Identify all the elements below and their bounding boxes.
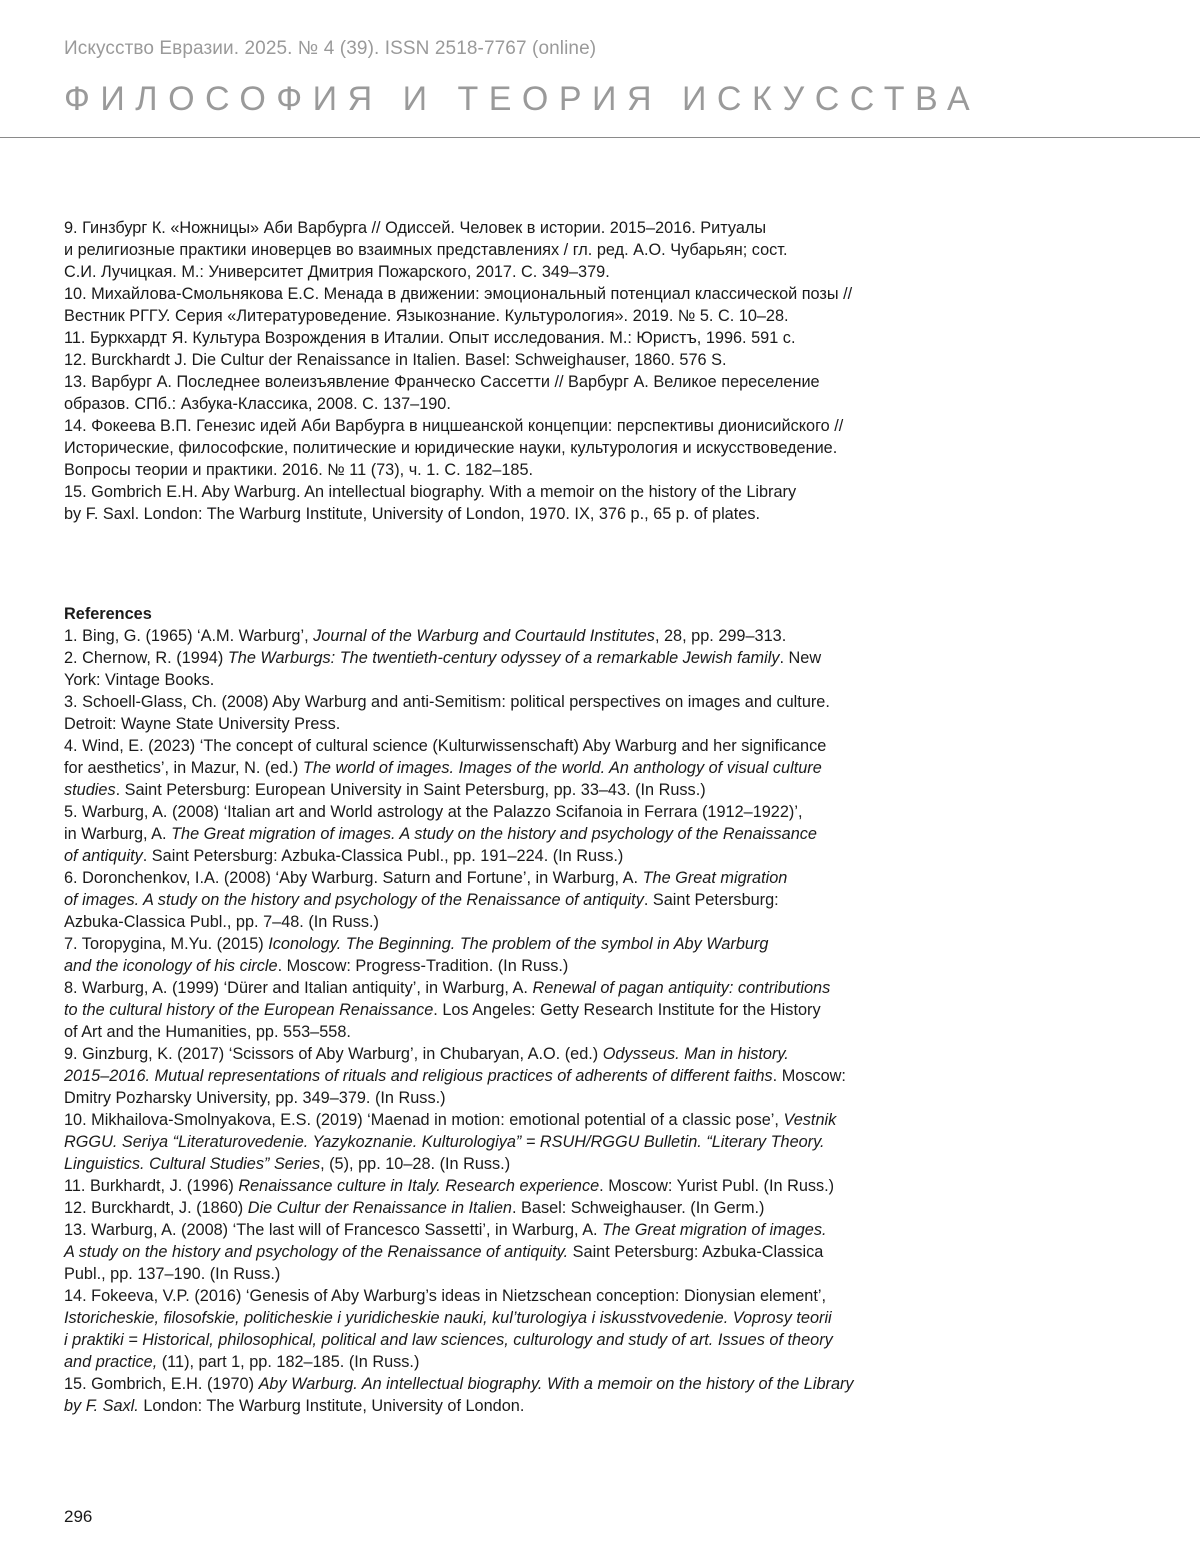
section-title: ФИЛОСОФИЯ И ТЕОРИЯ ИСКУССТВА: [64, 80, 981, 118]
reference-line: [64, 955, 1064, 977]
page-number: 296: [64, 1507, 93, 1526]
reference-text: 1. Bing, G. (1965) ‘A.M. Warburg’,: [64, 627, 314, 645]
reference-text: 12. Burckhardt, J. (1860): [64, 1199, 248, 1217]
reference-entry: [64, 1373, 1064, 1417]
reference-entry: [64, 1043, 1064, 1109]
reference-line: [64, 801, 1064, 823]
reference-line: [64, 823, 1064, 845]
reference-text: Publ., pp. 137–190. (In Russ.): [64, 1265, 281, 1283]
reference-line: [64, 867, 1064, 889]
reference-line: [64, 1109, 1064, 1131]
reference-line: [64, 735, 1064, 757]
reference-line: [64, 217, 1064, 239]
reference-text: York: Vintage Books.: [64, 671, 215, 689]
reference-line: [64, 1263, 1064, 1285]
reference-text: for aesthetics’, in Mazur, N. (ed.): [64, 759, 303, 777]
reference-entry: [64, 977, 1064, 1043]
reference-line: [64, 283, 1064, 305]
reference-text: Azbuka-Classica Publ., pp. 7–48. (In Russ.): [64, 913, 379, 931]
reference-line: [64, 1329, 1064, 1351]
reference-text: . Saint Petersburg: European University in Saint Petersburg, pp. 33–43. (In Russ.): [115, 781, 706, 799]
reference-entry: [64, 371, 1064, 415]
italic-title-text: Renewal of pagan antiquity: contributions: [532, 979, 831, 997]
reference-text: 12. Burckhardt J. Die Cultur der Renaissance in Italien. Basel: Schweighauser, 1860. 576 S.: [64, 351, 727, 369]
reference-entry: [64, 735, 1064, 801]
reference-text: Вестник РГГУ. Серия «Литературоведение. Языкознание. Культурология». 2019. № 5. С. 10–28.: [64, 307, 789, 325]
reference-text: . Los Angeles: Getty Research Institute for the History: [433, 1001, 821, 1019]
reference-line: [64, 1087, 1064, 1109]
reference-line: [64, 647, 1064, 669]
reference-text: 9. Гинзбург К. «Ножницы» Аби Варбурга // Одиссей. Человек в истории. 2015–2016. Ритуалы: [64, 219, 767, 237]
reference-line: [64, 415, 1064, 437]
reference-text: образов. СПб.: Азбука-Классика, 2008. С. 137–190.: [64, 395, 451, 413]
reference-text: 14. Фокеева В.П. Генезис идей Аби Варбурга в ницшеанской концепции: перспективы дионисийского //: [64, 417, 844, 435]
reference-text: С.И. Лучицкая. М.: Университет Дмитрия Пожарского, 2017. С. 349–379.: [64, 263, 610, 281]
reference-line: [64, 1065, 1064, 1087]
reference-line: [64, 977, 1064, 999]
reference-text: 15. Gombrich, E.H. (1970): [64, 1375, 259, 1393]
reference-entry: [64, 801, 1064, 867]
reference-entry: [64, 283, 1064, 327]
reference-line: [64, 1351, 1064, 1373]
reference-line: [64, 239, 1064, 261]
reference-text: . Basel: Schweighauser. (In Germ.): [511, 1199, 765, 1217]
reference-text: . Saint Petersburg:: [643, 891, 779, 909]
reference-line: [64, 625, 1064, 647]
reference-entry: [64, 415, 1064, 481]
reference-text: 11. Буркхардт Я. Культура Возрождения в Италии. Опыт исследования. М.: Юристъ, 1996. 591 с.: [64, 329, 796, 347]
reference-line: [64, 305, 1064, 327]
italic-title-text: i praktiki = Historical, philosophical, political and law sciences, culturology and study of art. Issues of theory: [64, 1331, 833, 1349]
reference-text: 10. Михайлова-Смольнякова Е.С. Менада в движении: эмоциональный потенциал классической позы //: [64, 285, 853, 303]
reference-entry: [64, 1285, 1064, 1373]
italic-title-text: studies: [64, 781, 116, 799]
reference-text: 13. Варбург А. Последнее волеизъявление Франческо Сассетти // Варбург А. Великое переселение: [64, 373, 820, 391]
reference-line: [64, 999, 1064, 1021]
italic-title-text: The Great migration of images. A study on the history and psychology of the Renaissance: [171, 825, 817, 843]
reference-line: [64, 889, 1064, 911]
reference-line: [64, 1285, 1064, 1307]
italic-title-text: Renaissance culture in Italy. Research experience: [238, 1177, 600, 1195]
reference-line: [64, 503, 1064, 525]
reference-line: [64, 1021, 1064, 1043]
reference-entry: [64, 1219, 1064, 1285]
reference-text: Detroit: Wayne State University Press.: [64, 715, 341, 733]
header-divider: [0, 137, 1200, 138]
reference-text: 4. Wind, E. (2023) ‘The concept of cultural science (Kulturwissenschaft) Aby Warburg and her significance: [64, 737, 827, 755]
reference-entry: [64, 1175, 1064, 1197]
reference-text: . New: [779, 649, 822, 667]
reference-text: in Warburg, A.: [64, 825, 172, 843]
reference-text: 11. Burkhardt, J. (1996): [64, 1177, 239, 1195]
italic-title-text: Linguistics. Cultural Studies” Series: [64, 1155, 321, 1173]
reference-text: , 28, pp. 299–313.: [654, 627, 787, 645]
reference-text: 3. Schoell-Glass, Ch. (2008) Aby Warburg and anti-Semitism: political perspectives on images and culture.: [64, 693, 830, 711]
reference-text: 6. Doronchenkov, I.A. (2008) ‘Aby Warburg. Saturn and Fortune’, in Warburg, A.: [64, 869, 643, 887]
reference-line: [64, 1197, 1064, 1219]
reference-line: [64, 349, 1064, 371]
reference-line: [64, 481, 1064, 503]
reference-text: Исторические, философские, политические и юридические науки, культурология и искусствоведение.: [64, 439, 838, 457]
reference-entry: [64, 349, 1064, 371]
italic-title-text: of antiquity: [64, 847, 143, 865]
italic-title-text: RGGU. Seriya “Literaturovedenie. Yazykoznanie. Kulturologiya” = RSUH/RGGU Bulletin. “Literary Theory.: [64, 1133, 825, 1151]
italic-title-text: Vestnik: [783, 1111, 837, 1129]
italic-title-text: A study on the history and psychology of the Renaissance of antiquity.: [64, 1243, 569, 1261]
italic-title-text: Journal of the Warburg and Courtauld Institutes: [313, 627, 655, 645]
italic-title-text: Die Cultur der Renaissance in Italien: [247, 1199, 512, 1217]
italic-title-text: to the cultural history of the European Renaissance: [64, 1001, 434, 1019]
italic-title-text: Istoricheskie, filosofskie, politicheskie i yuridicheskie nauki, kul’turologiya i iskusstvovedenie. Voprosy teorii: [64, 1309, 832, 1327]
italic-title-text: of images. A study on the history and psychology of the Renaissance of antiquity: [64, 891, 644, 909]
reference-entry: [64, 481, 1064, 525]
italic-title-text: The Great migration of images.: [602, 1221, 827, 1239]
reference-text: . Saint Petersburg: Azbuka-Classica Publ., pp. 191–224. (In Russ.): [142, 847, 624, 865]
reference-line: [64, 1395, 1064, 1417]
reference-line: [64, 757, 1064, 779]
reference-line: [64, 437, 1064, 459]
reference-text: by F. Saxl. London: The Warburg Institute, University of London, 1970. IX, 376 p., 65 p. of plates.: [64, 505, 760, 523]
reference-line: [64, 779, 1064, 801]
italic-title-text: The Warburgs: The twentieth-century odyssey of a remarkable Jewish family: [227, 649, 780, 667]
reference-line: [64, 261, 1064, 283]
italic-title-text: The Great migration: [642, 869, 788, 887]
reference-entry: [64, 625, 1064, 647]
reference-line: [64, 1043, 1064, 1065]
reference-line: [64, 1307, 1064, 1329]
reference-text: 2. Chernow, R. (1994): [64, 649, 228, 667]
italic-title-text: and the iconology of his circle: [64, 957, 278, 975]
reference-text: 13. Warburg, A. (2008) ‘The last will of Francesco Sassetti’, in Warburg, A.: [64, 1221, 603, 1239]
reference-line: [64, 1131, 1064, 1153]
reference-line: [64, 845, 1064, 867]
italic-title-text: Odysseus. Man in history.: [602, 1045, 789, 1063]
reference-text: 15. Gombrich E.H. Aby Warburg. An intellectual biography. With a memoir on the history of the Library: [64, 483, 797, 501]
reference-line: [64, 459, 1064, 481]
reference-text: Saint Petersburg: Azbuka-Classica: [568, 1243, 824, 1261]
reference-entry: [64, 691, 1064, 735]
reference-line: [64, 1153, 1064, 1175]
reference-entry: [64, 647, 1064, 691]
reference-entry: [64, 1197, 1064, 1219]
reference-text: , (5), pp. 10–28. (In Russ.): [320, 1155, 511, 1173]
russian-reference-list: [64, 217, 1064, 525]
italic-title-text: Aby Warburg. An intellectual biography. With a memoir on the history of the Library: [258, 1375, 854, 1393]
reference-entry: [64, 217, 1064, 283]
italic-title-text: and practice,: [64, 1353, 158, 1371]
reference-text: 10. Mikhailova-Smolnyakova, E.S. (2019) ‘Maenad in motion: emotional potential of a classic pose’,: [64, 1111, 784, 1129]
reference-text: of Art and the Humanities, pp. 553–558.: [64, 1023, 351, 1041]
references-heading: References: [64, 605, 152, 623]
reference-line: [64, 327, 1064, 349]
reference-line: [64, 713, 1064, 735]
reference-text: Dmitry Pozharsky University, pp. 349–379. (In Russ.): [64, 1089, 446, 1107]
reference-line: [64, 1175, 1064, 1197]
reference-line: [64, 371, 1064, 393]
reference-text: . Moscow: Progress-Tradition. (In Russ.): [277, 957, 569, 975]
reference-text: 5. Warburg, A. (2008) ‘Italian art and World astrology at the Palazzo Scifanoia in Ferrara (1912–1922)’,: [64, 803, 803, 821]
reference-text: London: The Warburg Institute, University of London.: [138, 1397, 525, 1415]
italic-title-text: Iconology. The Beginning. The problem of the symbol in Aby Warburg: [268, 935, 769, 953]
reference-text: 8. Warburg, A. (1999) ‘Dürer and Italian antiquity’, in Warburg, A.: [64, 979, 533, 997]
reference-entry: [64, 867, 1064, 933]
reference-line: [64, 393, 1064, 415]
reference-line: [64, 691, 1064, 713]
reference-text: 14. Fokeeva, V.P. (2016) ‘Genesis of Aby Warburg’s ideas in Nietzschean conception: Dionysian element’,: [64, 1287, 827, 1305]
reference-line: [64, 1373, 1064, 1395]
reference-text: (11), part 1, pp. 182–185. (In Russ.): [157, 1353, 420, 1371]
reference-line: [64, 669, 1064, 691]
reference-line: [64, 1219, 1064, 1241]
italic-title-text: The world of images. Images of the world. An anthology of visual culture: [302, 759, 822, 777]
reference-text: 9. Ginzburg, K. (2017) ‘Scissors of Aby Warburg’, in Chubaryan, A.O. (ed.): [64, 1045, 603, 1063]
italic-title-text: 2015–2016. Mutual representations of rituals and religious practices of adherents of different faiths: [64, 1067, 773, 1085]
english-reference-list: [64, 625, 1064, 1417]
italic-title-text: by F. Saxl.: [64, 1397, 139, 1415]
reference-line: [64, 1241, 1064, 1263]
reference-entry: [64, 933, 1064, 977]
reference-line: [64, 911, 1064, 933]
reference-text: . Moscow: Yurist Publ. (In Russ.): [599, 1177, 835, 1195]
journal-citation: Искусство Евразии. 2025. № 4 (39). ISSN 2518-7767 (online): [64, 38, 597, 59]
reference-entry: [64, 1109, 1064, 1175]
reference-entry: [64, 327, 1064, 349]
reference-text: Вопросы теории и практики. 2016. № 11 (73), ч. 1. С. 182–185.: [64, 461, 534, 479]
reference-text: . Moscow:: [772, 1067, 846, 1085]
reference-text: 7. Toropygina, M.Yu. (2015): [64, 935, 269, 953]
reference-line: [64, 933, 1064, 955]
reference-text: и религиозные практики иноверцев во взаимных представлениях / гл. ред. А.О. Чубарьян; сост.: [64, 241, 788, 259]
